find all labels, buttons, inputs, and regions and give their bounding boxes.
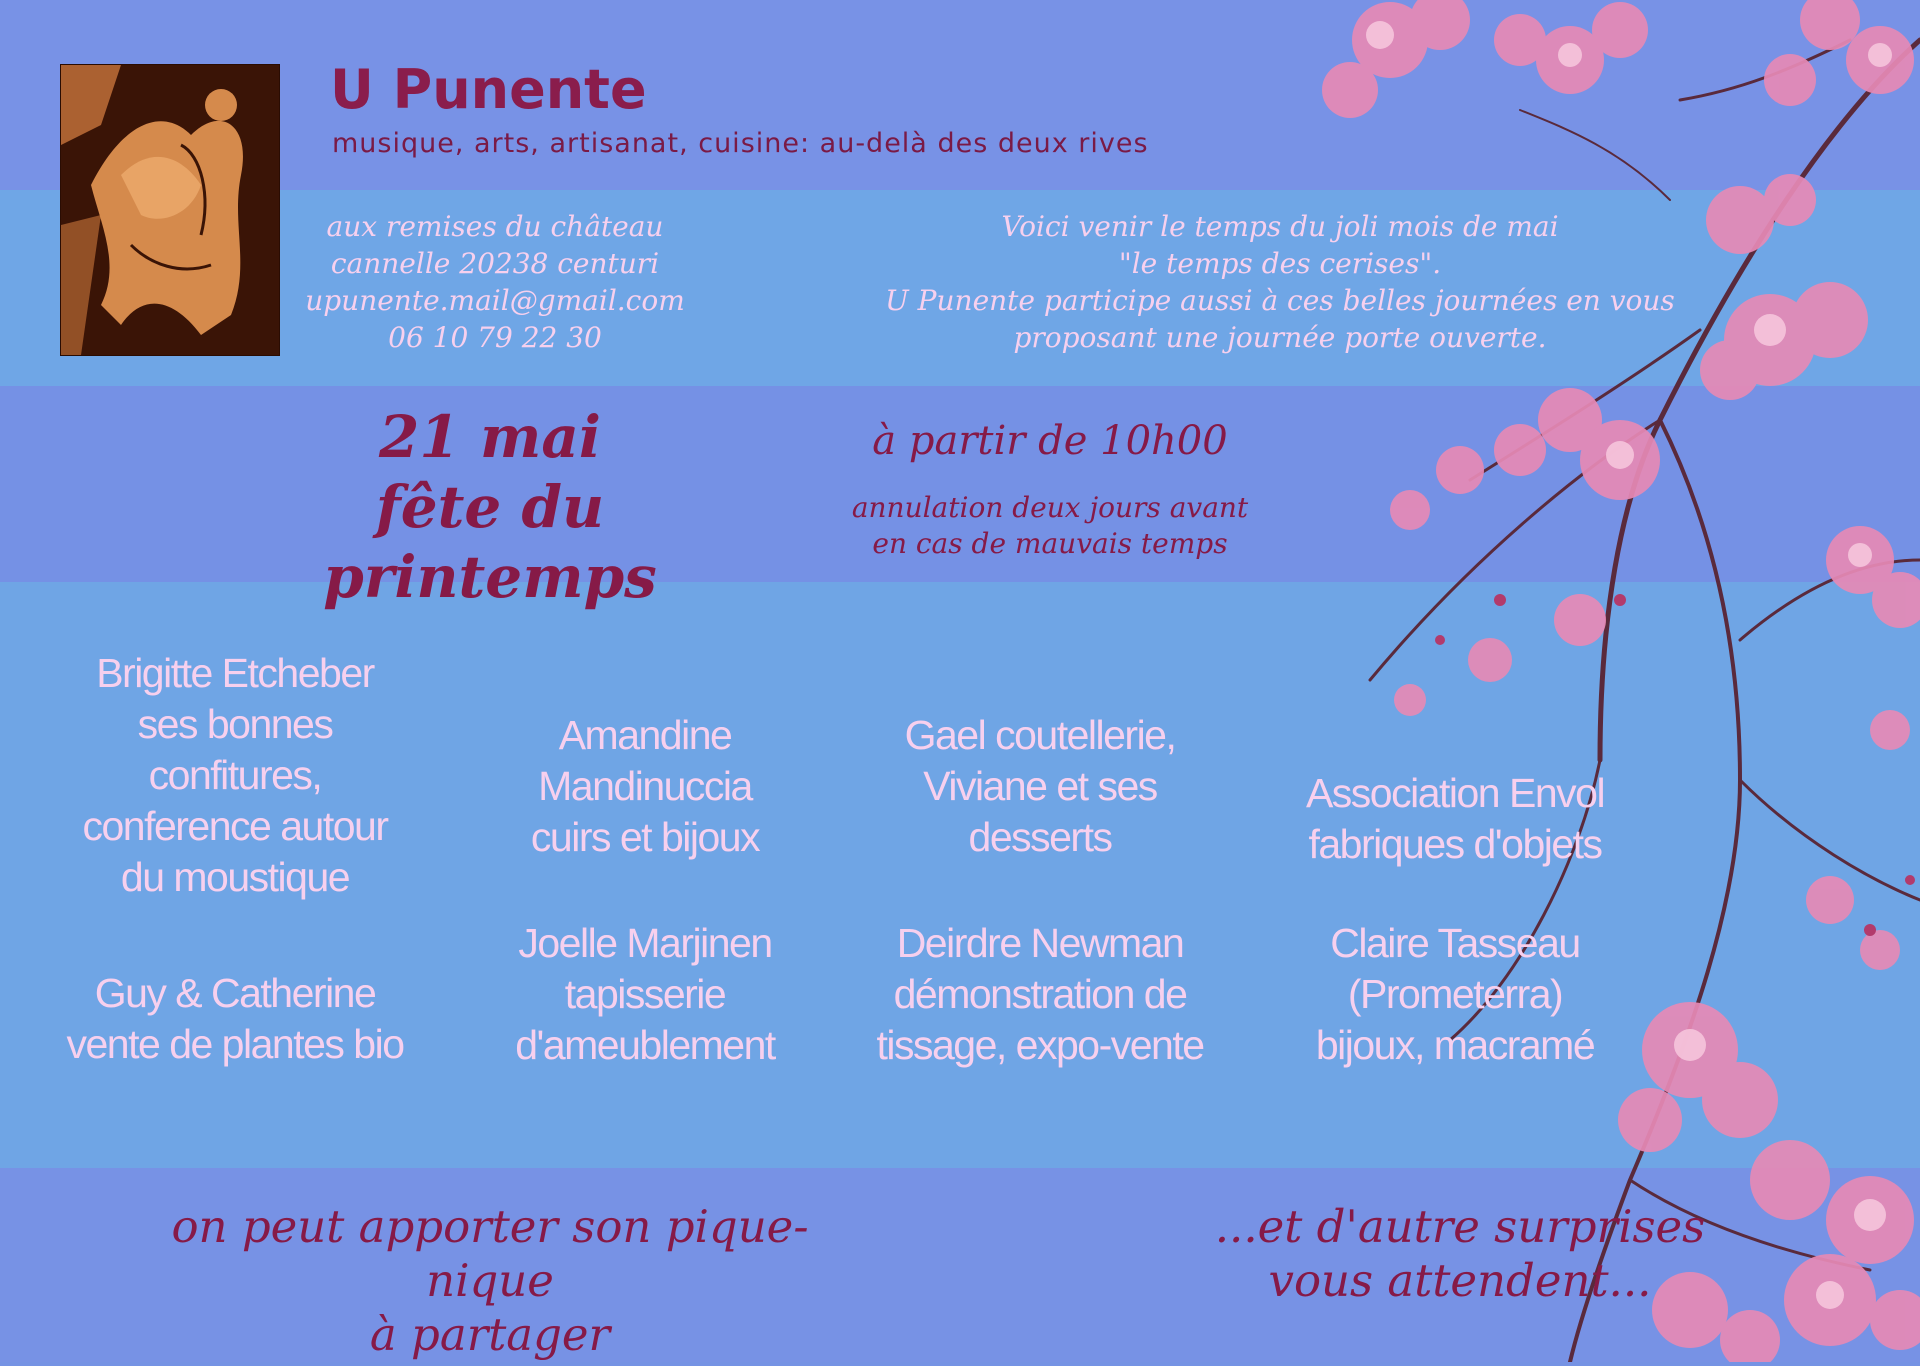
cancellation-line: en cas de mauvais temps <box>872 527 1228 560</box>
exhibitor-card <box>470 918 820 1071</box>
exhibitor-name: Association Envol <box>1305 770 1605 816</box>
surprise-line: vous attendent... <box>1268 1254 1652 1307</box>
surprise-line: ...et d'autre surprises <box>1214 1200 1706 1253</box>
exhibitor-detail: Viviane et ses <box>923 763 1157 809</box>
exhibitor-detail: bijoux, macramé <box>1315 1022 1595 1068</box>
exhibitor-detail: Mandinuccia <box>538 763 752 809</box>
exhibitor-card <box>1260 768 1650 870</box>
exhibitor-card <box>870 710 1210 863</box>
page-title: U Punente <box>330 58 647 121</box>
exhibitor-detail: démonstration de <box>893 971 1187 1017</box>
exhibitor-detail: vente de plantes bio <box>66 1021 404 1067</box>
exhibitor-name: Gael coutellerie, <box>904 712 1176 758</box>
tagline: musique, arts, artisanat, cuisine: au-delà des deux rives <box>332 128 1149 159</box>
exhibitor-detail: fabriques d'objets <box>1308 821 1602 867</box>
exhibitor-detail: tissage, expo-vente <box>876 1022 1204 1068</box>
exhibitor-detail: conference autour <box>82 803 388 849</box>
exhibitor-name: Brigitte Etcheber <box>96 650 374 696</box>
exhibitor-card <box>1260 918 1650 1071</box>
exhibitor-card <box>45 648 425 903</box>
intro-text <box>860 208 1700 356</box>
surprise-note <box>1200 1200 1720 1308</box>
cancellation-line: annulation deux jours avant <box>851 491 1249 524</box>
greek-vase-painting-icon <box>60 64 280 356</box>
exhibitor-name: Claire Tasseau <box>1330 920 1580 966</box>
exhibitor-name: Amandine <box>558 712 732 758</box>
intro-line: "le temps des cerises". <box>1118 247 1442 280</box>
exhibitor-name: Guy & Catherine <box>94 970 376 1016</box>
phone-number: 06 10 79 22 30 <box>388 321 602 354</box>
exhibitor-card <box>495 710 795 863</box>
picnic-line: on peut apporter son pique-nique <box>171 1200 809 1307</box>
exhibitor-detail: (Prometerra) <box>1347 971 1563 1017</box>
event-name: fête du printemps <box>323 473 657 611</box>
intro-line: proposant une journée porte ouverte. <box>1013 321 1547 354</box>
email-address: upunente.mail@gmail.com <box>305 284 685 317</box>
intro-line: U Punente participe aussi à ces belles journées en vous <box>885 284 1675 317</box>
picnic-line: à partager <box>369 1308 611 1361</box>
exhibitor-detail: desserts <box>968 814 1112 860</box>
address-block <box>285 208 705 356</box>
cancellation-note <box>820 490 1280 562</box>
address-line: cannelle 20238 centuri <box>330 247 660 280</box>
exhibitor-detail: d'ameublement <box>515 1022 775 1068</box>
exhibitor-name: Deirdre Newman <box>896 920 1184 966</box>
exhibitor-detail: cuirs et bijoux <box>530 814 760 860</box>
exhibitor-name: Joelle Marjinen <box>518 920 772 966</box>
event-time: à partir de 10h00 <box>872 418 1228 464</box>
event-date-block <box>230 402 750 612</box>
exhibitor-card <box>40 968 430 1070</box>
exhibitor-detail: tapisserie <box>564 971 726 1017</box>
picnic-note <box>120 1200 860 1362</box>
exhibitor-card <box>850 918 1230 1071</box>
intro-line: Voici venir le temps du joli mois de mai <box>1001 210 1559 243</box>
exhibitor-detail: ses bonnes <box>137 701 333 747</box>
address-line: aux remises du château <box>326 210 664 243</box>
cherry-blossom-branch-icon <box>1270 0 1920 1362</box>
event-date: 21 mai <box>379 403 601 471</box>
exhibitor-detail: du moustique <box>120 854 350 900</box>
exhibitor-detail: confitures, <box>148 752 322 798</box>
